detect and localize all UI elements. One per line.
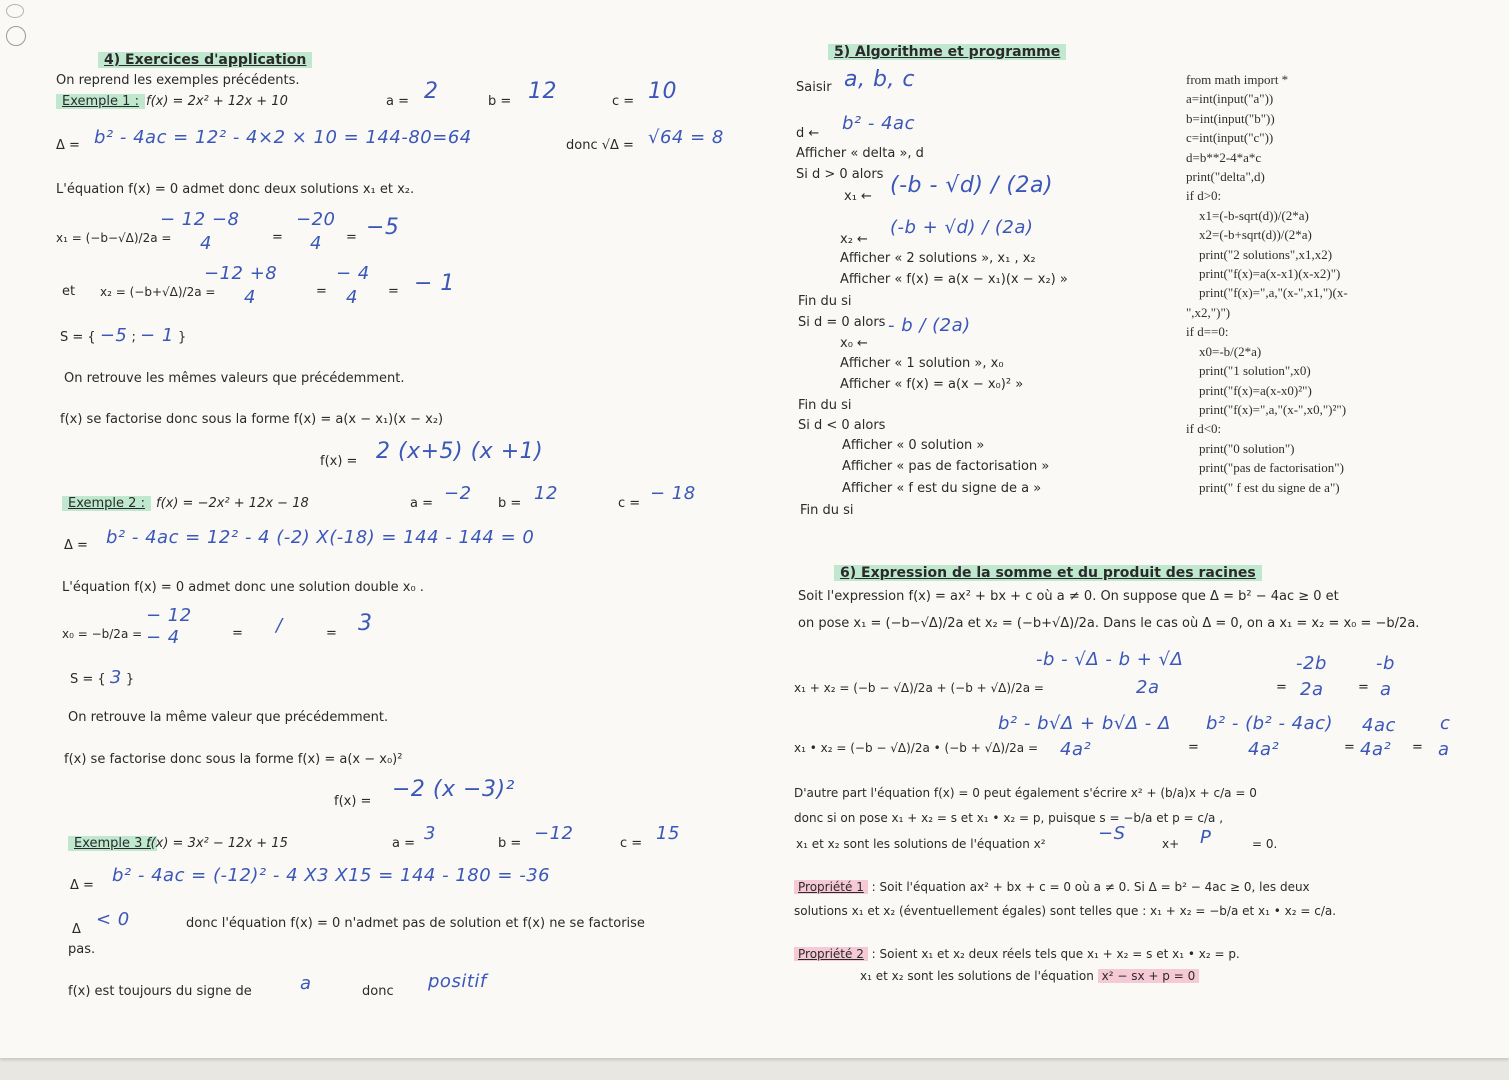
prod-res-3: c	[1440, 713, 1451, 734]
ex2-x0-den: − 4	[146, 627, 180, 648]
prod-res-2: 4ac	[1362, 715, 1396, 736]
other-line-3-mid: x+	[1162, 837, 1180, 851]
ex1-x1-den2: 4	[310, 233, 322, 254]
algo-si-2: Si d = 0 alors	[798, 315, 886, 330]
algo-afficher-delta: Afficher « delta », d	[796, 146, 924, 161]
ex2-factor-work: −2 (x −3)²	[392, 777, 515, 802]
code-line: print("f(x)=a(x-x1)(x-x2)")	[1186, 266, 1341, 282]
example-2-function: f(x) = −2x² + 12x − 18	[156, 496, 309, 511]
sum-res-2-den: a	[1380, 679, 1392, 700]
code-line: print("1 solution",x0)	[1186, 363, 1311, 379]
code-line: if d>0:	[1186, 188, 1222, 204]
algo-si-3: Si d < 0 alors	[798, 418, 886, 433]
sum-work: -b - √Δ - b + √Δ	[1036, 649, 1184, 670]
code-line: b=int(input("b"))	[1186, 110, 1275, 126]
other-line-3-val-1: −S	[1098, 823, 1126, 844]
ex2-b-label: b =	[498, 496, 522, 511]
prod-eq-1: =	[1188, 740, 1199, 755]
ex2-a-label: a =	[410, 496, 433, 511]
ex1-x1-value: −5	[366, 215, 400, 240]
ex1-same-values: On retrouve les mêmes valeurs que précédemment.	[64, 371, 405, 386]
code-line: print(" f est du signe de a")	[1186, 479, 1340, 495]
algo-fin-si-2: Fin du si	[798, 398, 852, 413]
algo-x0-value: - b / (2a)	[888, 315, 971, 336]
ex1-b-label: b =	[488, 94, 512, 109]
prod-res-1: b² - (b² - 4ac)	[1206, 713, 1334, 734]
ex2-delta-work: b² - 4ac = 12² - 4 (-2) X(-18) = 144 - 144 = 0	[106, 527, 535, 548]
other-line-3-val-2: P	[1200, 827, 1212, 848]
ex1-x2-prefix: et	[62, 284, 76, 299]
ex1-x2-eq2: =	[388, 284, 399, 299]
ex3-c-value: 15	[656, 823, 680, 844]
prod-eq-3: =	[1412, 740, 1423, 755]
example-3-function: f(x) = 3x² − 12x + 15	[146, 836, 288, 851]
ex1-x2-den2: 4	[346, 287, 358, 308]
example-3-label: Exemple 3 :	[68, 836, 157, 852]
algo-saisir: Saisir	[796, 80, 832, 95]
sum-res-2: -b	[1376, 653, 1395, 674]
ex2-same-value: On retrouve la même valeur que précédemment.	[68, 710, 389, 725]
ex3-sign-label: f(x) est toujours du signe de	[68, 984, 252, 999]
algo-x2-value: (-b + √d) / (2a)	[890, 217, 1034, 238]
ex3-a-label: a =	[392, 836, 415, 851]
ex1-delta-work: b² - 4ac = 12² - 4×2 × 10 = 144-80=64	[94, 127, 472, 148]
code-line: from math import *	[1186, 72, 1289, 87]
property-1-line-2: solutions x₁ et x₂ (éventuellement égales) sont telles que : x₁ + x₂ = −b/a et x₁ • x₂ = c/a.	[794, 904, 1337, 918]
algo-si-1: Si d > 0 alors	[796, 167, 884, 182]
ex1-a-value: 2	[424, 79, 439, 104]
prod-label: x₁ • x₂ = (−b − √Δ)/2a • (−b + √Δ)/2a =	[794, 741, 1039, 755]
s6-line-1: Soit l'expression f(x) = ax² + bx + c où a ≠ 0. On suppose que Δ = b² − 4ac ≥ 0 et	[798, 589, 1339, 604]
ex2-x0-eq2: =	[326, 626, 337, 641]
ex1-x2-num: −12 +8	[204, 263, 278, 284]
ex2-x0-eq: =	[232, 626, 243, 641]
ex2-x0-value: 3	[358, 611, 373, 636]
ex1-x2-den: 4	[244, 287, 256, 308]
ex3-delta-sign-label: Δ	[72, 922, 81, 937]
ex1-a-label: a =	[386, 94, 409, 109]
algo-afficher-2: Afficher « f(x) = a(x − x₁)(x − x₂) »	[840, 272, 1068, 287]
algo-d-label: d ←	[796, 126, 820, 141]
code-line: print("2 solutions",x1,x2)	[1186, 246, 1333, 262]
prod-eq-2: =	[1344, 740, 1355, 755]
algo-afficher-5: Afficher « 0 solution »	[842, 438, 985, 453]
ex2-factor-label: f(x) =	[334, 794, 372, 809]
binder-ring-top	[6, 4, 24, 18]
ex1-x1-eq: =	[272, 230, 283, 245]
algo-fin-si-1: Fin du si	[798, 294, 852, 309]
code-line: ",x2,")")	[1186, 304, 1231, 320]
ex1-x1-num: − 12 −8	[160, 209, 240, 230]
prod-res-1-den: 4a²	[1248, 739, 1280, 760]
property-2-line-2: x₁ et x₂ sont les solutions de l'équation x² − sx + p = 0	[860, 968, 1199, 984]
ex2-b-value: 12	[534, 483, 558, 504]
ex1-sqrt-label: donc √Δ =	[566, 138, 634, 153]
ex3-a-value: 3	[424, 823, 436, 844]
ex2-x0-num: − 12	[146, 605, 192, 626]
ex1-sqrt-work: √64 = 8	[648, 127, 724, 148]
code-line: print("f(x)=a(x-x0)²")	[1186, 382, 1312, 398]
example-1-label: Exemple 1 :	[56, 94, 145, 110]
ex1-x1-den: 4	[200, 233, 212, 254]
intro-text: On reprend les exemples précédents.	[56, 73, 300, 88]
ex1-x2-num2: − 4	[336, 263, 370, 284]
ex3-sign-value-2: positif	[428, 971, 487, 992]
ex1-x1-num2: −20	[296, 209, 336, 230]
ex3-delta-work: b² - 4ac = (-12)² - 4 X3 X15 = 144 - 180 = -36	[112, 865, 551, 886]
code-line: d=b**2-4*a*c	[1186, 149, 1262, 165]
code-line: if d<0:	[1186, 421, 1222, 437]
ex1-b-value: 12	[528, 79, 557, 104]
ex1-sentence: L'équation f(x) = 0 admet donc deux solutions x₁ et x₂.	[56, 182, 415, 197]
ex3-b-label: b =	[498, 836, 522, 851]
code-line: a=int(input("a"))	[1186, 91, 1274, 107]
ex3-conclusion-2: pas.	[68, 942, 96, 957]
algo-saisir-value: a, b, c	[844, 67, 916, 92]
sum-res-1-den: 2a	[1300, 679, 1324, 700]
ex2-x0-label: x₀ = −b/2a =	[62, 627, 143, 641]
algo-afficher-7: Afficher « f est du signe de a »	[842, 481, 1042, 496]
ex3-sign-mid: donc	[362, 984, 394, 999]
section-5-title: 5) Algorithme et programme	[828, 44, 1066, 60]
ex3-delta-sign: < 0	[96, 909, 130, 930]
other-line-1: D'autre part l'équation f(x) = 0 peut également s'écrire x² + (b/a)x + c/a = 0	[794, 786, 1257, 800]
ex2-delta-label: Δ =	[64, 538, 88, 553]
sum-label: x₁ + x₂ = (−b − √Δ)/2a + (−b + √Δ)/2a =	[794, 681, 1044, 695]
ex1-x2-label: x₂ = (−b+√Δ)/2a =	[100, 285, 216, 299]
ex2-a-value: −2	[444, 483, 472, 504]
other-line-2: donc si on pose x₁ + x₂ = s et x₁ • x₂ = p, puisque s = −b/a et p = c/a ,	[794, 811, 1224, 825]
algo-afficher-3: Afficher « 1 solution », x₀	[840, 356, 1004, 371]
property-1: Propriété 1 : Soit l'équation ax² + bx + c = 0 où a ≠ 0. Si Δ = b² − 4ac ≥ 0, les deux	[794, 879, 1310, 895]
ex3-c-label: c =	[620, 836, 643, 851]
ex1-x2-eq: =	[316, 284, 327, 299]
sum-eq-2: =	[1358, 680, 1369, 695]
ex1-factor-label: f(x) =	[320, 454, 358, 469]
section-4-title: 4) Exercices d'application	[98, 52, 312, 68]
ex1-factor-sentence: f(x) se factorise donc sous la forme f(x) = a(x − x₁)(x − x₂)	[60, 412, 444, 427]
algo-x2-label: x₂ ←	[840, 232, 868, 247]
algo-x0-label: x₀ ←	[840, 336, 868, 351]
code-line: x0=-b/(2*a)	[1186, 343, 1262, 359]
sum-den: 2a	[1136, 677, 1160, 698]
prod-res-3-den: a	[1438, 739, 1450, 760]
section-6-title: 6) Expression de la somme et du produit des racines	[834, 565, 1262, 581]
ex1-x1-label: x₁ = (−b−√Δ)/2a =	[56, 231, 172, 245]
code-line: print("0 solution")	[1186, 440, 1295, 456]
algo-fin-si-3: Fin du si	[800, 503, 854, 518]
binder-ring-mid	[6, 26, 26, 46]
algo-d-value: b² - 4ac	[842, 113, 915, 134]
algo-afficher-6: Afficher « pas de factorisation »	[842, 459, 1050, 474]
ex3-delta-label: Δ =	[70, 878, 94, 893]
other-line-3-end: = 0.	[1252, 837, 1278, 851]
prod-work: b² - b√Δ + b√Δ - Δ	[998, 713, 1171, 734]
python-code-block	[1186, 70, 1446, 497]
example-2-label: Exemple 2 :	[62, 496, 151, 512]
ex2-x0-cross: /	[276, 615, 283, 636]
ex1-solution-set: S = { −5 ; − 1 }	[60, 325, 187, 346]
sum-eq-1: =	[1276, 680, 1287, 695]
s6-line-2: on pose x₁ = (−b−√Δ)/2a et x₂ = (−b+√Δ)/2a. Dans le cas où Δ = 0, on a x₁ = x₂ = x₀ = −b/2a.	[798, 616, 1420, 631]
code-line: print("f(x)=",a,"(x-",x1,")(x-	[1186, 285, 1348, 301]
code-line: print("delta",d)	[1186, 169, 1265, 185]
ex3-b-value: −12	[534, 823, 574, 844]
code-line: if d==0:	[1186, 324, 1229, 340]
ex2-sentence: L'équation f(x) = 0 admet donc une solution double x₀ .	[62, 580, 424, 595]
prod-den: 4a²	[1060, 739, 1092, 760]
ex2-solution-set: S = { 3 }	[70, 667, 135, 688]
ex1-x1-eq2: =	[346, 230, 357, 245]
sum-res-1: -2b	[1296, 653, 1327, 674]
example-1-function: f(x) = 2x² + 12x + 10	[146, 94, 288, 109]
ex1-factor-work: 2 (x+5) (x +1)	[376, 439, 544, 464]
algo-afficher-4: Afficher « f(x) = a(x − x₀)² »	[840, 377, 1024, 392]
ex1-c-value: 10	[648, 79, 677, 104]
algo-afficher-1: Afficher « 2 solutions », x₁ , x₂	[840, 251, 1036, 266]
ex2-c-value: − 18	[650, 483, 696, 504]
other-line-3: x₁ et x₂ sont les solutions de l'équation x²	[796, 837, 1046, 851]
code-line: x2=(-b+sqrt(d))/(2*a)	[1186, 227, 1312, 243]
algo-x1-value: (-b - √d) / (2a)	[890, 173, 1054, 198]
prod-res-2-den: 4a²	[1360, 739, 1392, 760]
ex3-conclusion: donc l'équation f(x) = 0 n'admet pas de solution et f(x) ne se factorise	[186, 916, 645, 931]
ex1-delta-label: Δ =	[56, 138, 80, 153]
ex2-factor-sentence: f(x) se factorise donc sous la forme f(x) = a(x − x₀)²	[64, 752, 403, 767]
code-line: c=int(input("c"))	[1186, 130, 1274, 146]
algo-x1-label: x₁ ←	[844, 189, 872, 204]
ex2-c-label: c =	[618, 496, 641, 511]
code-line: print("f(x)=",a,"(x-",x0,")²")	[1186, 401, 1347, 417]
ex1-x2-value: − 1	[414, 271, 455, 296]
ex3-sign-value: a	[300, 973, 312, 994]
property-2: Propriété 2 : Soient x₁ et x₂ deux réels tels que x₁ + x₂ = s et x₁ • x₂ = p.	[794, 946, 1240, 962]
code-line: x1=(-b-sqrt(d))/(2*a)	[1186, 207, 1309, 223]
code-line: print("pas de factorisation")	[1186, 460, 1344, 476]
ex1-c-label: c =	[612, 94, 635, 109]
